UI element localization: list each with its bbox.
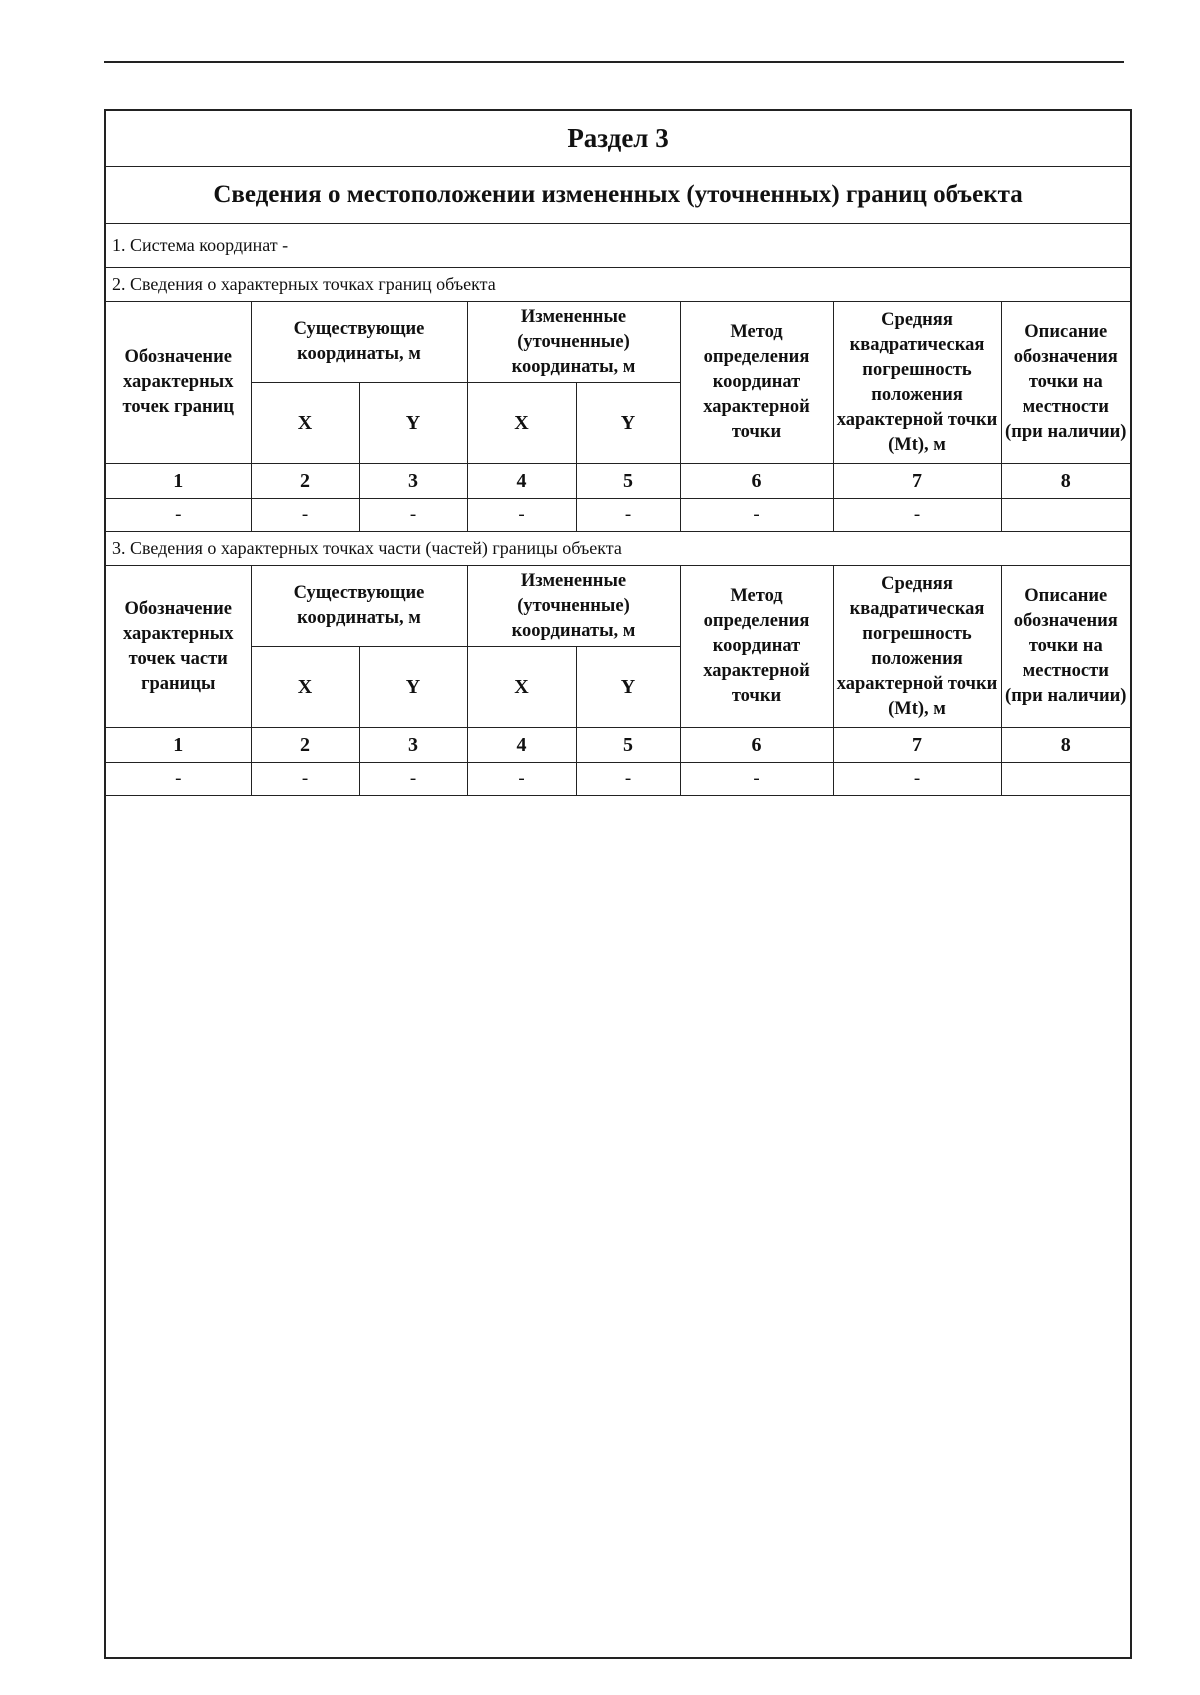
part3-cell-3: - xyxy=(359,763,467,796)
part3-changed-y: Y xyxy=(576,647,680,728)
part3-cell-4: - xyxy=(467,763,576,796)
part2-num-6: 6 xyxy=(680,464,833,499)
part3-existing-x: X xyxy=(251,647,359,728)
page-frame xyxy=(104,109,1132,1659)
part2-cell-3: - xyxy=(359,499,467,532)
part2-changed-y: Y xyxy=(576,383,680,464)
part2-col-existing: Существующие координаты, м xyxy=(251,302,467,383)
section-subtitle: Сведения о местоположении измененных (уточненных) границ объекта xyxy=(106,167,1130,224)
part2-num-5: 5 xyxy=(576,464,680,499)
part3-num-7: 7 xyxy=(833,728,1001,763)
part3-num-3: 3 xyxy=(359,728,467,763)
part3-num-1: 1 xyxy=(106,728,251,763)
part2-num-7: 7 xyxy=(833,464,1001,499)
part2-num-3: 3 xyxy=(359,464,467,499)
part3-num-2: 2 xyxy=(251,728,359,763)
part2-col-description: Описание обозначения точки на местности (при наличии) xyxy=(1001,302,1130,464)
part2-existing-x: X xyxy=(251,383,359,464)
part2-cell-4: - xyxy=(467,499,576,532)
top-rule xyxy=(104,61,1124,63)
part2-cell-8 xyxy=(1001,499,1130,532)
part3-changed-x: X xyxy=(467,647,576,728)
part3-num-5: 5 xyxy=(576,728,680,763)
part3-cell-1: - xyxy=(106,763,251,796)
part2-num-8: 8 xyxy=(1001,464,1130,499)
part3-cell-2: - xyxy=(251,763,359,796)
part2-num-2: 2 xyxy=(251,464,359,499)
part3-col-error: Средняя квадратическая погрешность положения характерной точки (Mt), м xyxy=(833,566,1001,728)
part3-cell-8 xyxy=(1001,763,1130,796)
part2-cell-6: - xyxy=(680,499,833,532)
part3-col-existing: Существующие координаты, м xyxy=(251,566,467,647)
part3-cell-7: - xyxy=(833,763,1001,796)
part3-num-4: 4 xyxy=(467,728,576,763)
part3-cell-5: - xyxy=(576,763,680,796)
part2-num-1: 1 xyxy=(106,464,251,499)
part3-existing-y: Y xyxy=(359,647,467,728)
part2-col-changed: Измененные (уточненные) координаты, м xyxy=(467,302,680,383)
part2-col-error: Средняя квадратическая погрешность положения характерной точки (Mt), м xyxy=(833,302,1001,464)
part2-changed-x: X xyxy=(467,383,576,464)
part3-heading: 3. Сведения о характерных точках части (частей) границы объекта xyxy=(106,532,1130,566)
section-title: Раздел 3 xyxy=(106,111,1130,167)
part3-col-method: Метод определения координат характерной точки xyxy=(680,566,833,728)
part3-num-6: 6 xyxy=(680,728,833,763)
part2-cell-7: - xyxy=(833,499,1001,532)
part3-col-description: Описание обозначения точки на местности (при наличии) xyxy=(1001,566,1130,728)
part3-cell-6: - xyxy=(680,763,833,796)
part2-existing-y: Y xyxy=(359,383,467,464)
part3-num-8: 8 xyxy=(1001,728,1130,763)
part2-cell-5: - xyxy=(576,499,680,532)
section-3-table xyxy=(106,111,1130,796)
part3-col-designation: Обозначение характерных точек части границы xyxy=(106,566,251,728)
part2-heading: 2. Сведения о характерных точках границ объекта xyxy=(106,268,1130,302)
part2-col-method: Метод определения координат характерной точки xyxy=(680,302,833,464)
part2-num-4: 4 xyxy=(467,464,576,499)
part2-cell-1: - xyxy=(106,499,251,532)
part2-cell-2: - xyxy=(251,499,359,532)
part3-col-changed: Измененные (уточненные) координаты, м xyxy=(467,566,680,647)
part2-col-designation: Обозначение характерных точек границ xyxy=(106,302,251,464)
coord-system-line: 1. Система координат - xyxy=(106,224,1130,268)
